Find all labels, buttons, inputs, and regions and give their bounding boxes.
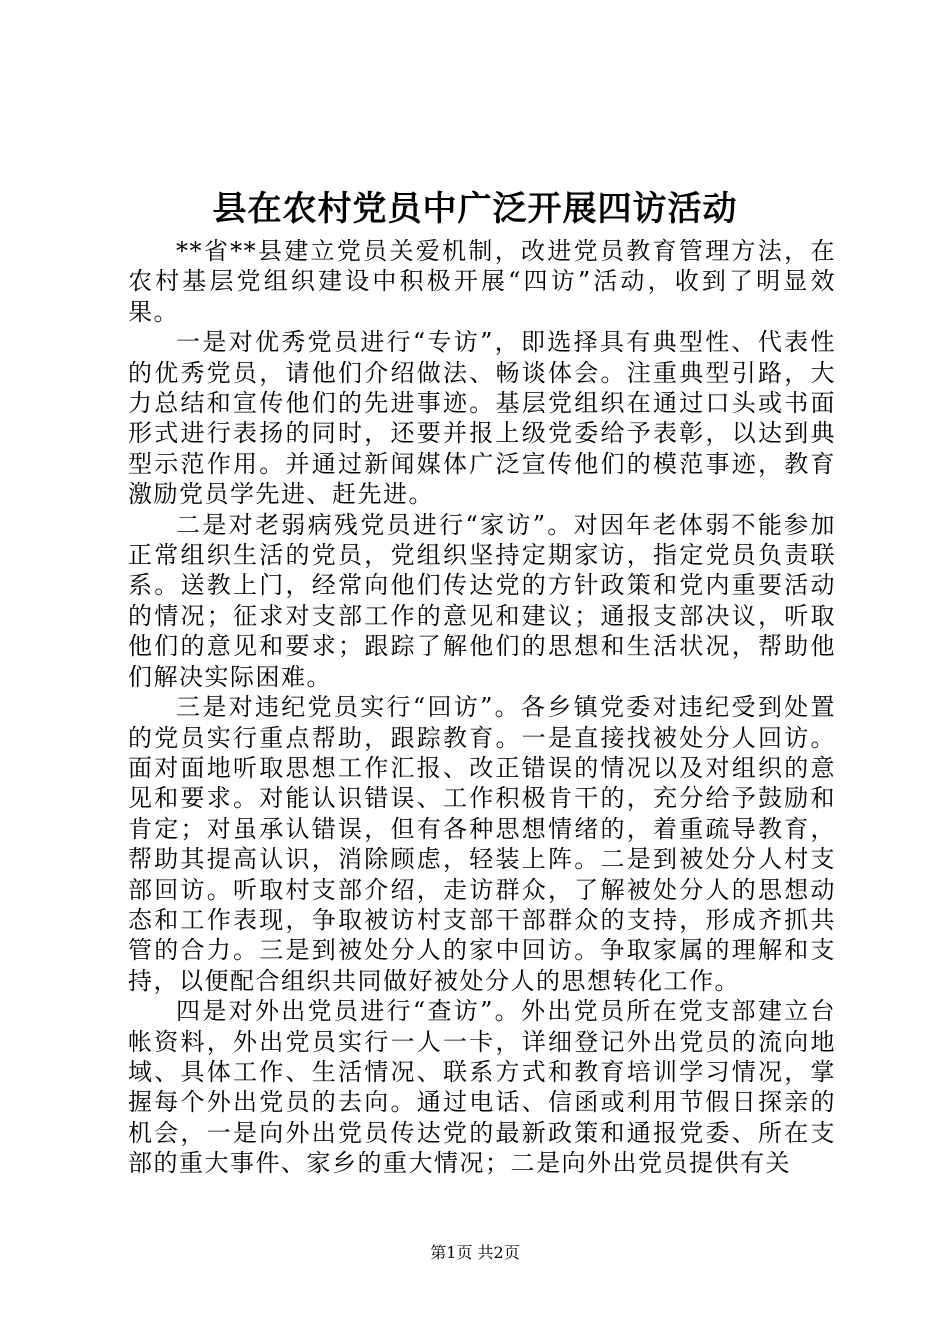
paragraph-inspection-visit: 四是对外出党员进行“查访”。外出党员所在党支部建立台帐资料，外出党员实行一人一卡，详细登记外出党员的流向地域、具体工作、生活情况、联系方式和教育培训学习情况，掌握每个外出党员的去向。通过电话、信函或利用节假日探亲的机会，一是向外出党员传达党的最新政策和通报党委、所在支部的重大事件、家乡的重大情况；二是向外出党员提供有关 [128,997,836,1178]
paragraph-special-visit: 一是对优秀党员进行“专访”，即选择具有典型性、代表性的优秀党员，请他们介绍做法、畅谈体会。注重典型引路，大力总结和宣传他们的先进事迹。基层党组织在通过口头或书面形式进行表扬的同时，还要并报上级党委给予表彰，以达到典型示范作用。并通过新闻媒体广泛宣传他们的模范事迹，教育激励党员学先进、赶先进。 [128,328,836,509]
paragraph-intro: **省**县建立党员关爱机制，改进党员教育管理方法，在农村基层党组织建设中积极开展“四访”活动，收到了明显效果。 [128,237,836,326]
document-body [128,236,836,1179]
page-number-footer: 第1页 共2页 [430,1243,520,1262]
document-title: 县在农村党员中广泛开展四访活动 [212,189,738,229]
paragraph-home-visit: 二是对老弱病残党员进行“家访”。对因年老体弱不能参加正常组织生活的党员，党组织坚持定期家访，指定党员负责联系。送教上门，经常向他们传达党的方针政策和党内重要活动的情况；征求对支部工作的意见和建议；通报支部决议，听取他们的意见和要求；跟踪了解他们的思想和生活状况，帮助他们解决实际困难。 [128,510,836,691]
paragraph-return-visit: 三是对违纪党员实行“回访”。各乡镇党委对违纪受到处置的党员实行重点帮助，跟踪教育。一是直接找被处分人回访。面对面地听取思想工作汇报、改正错误的情况以及对组织的意见和要求。对能认识错误、工作积极肯干的，充分给予鼓励和肯定；对虽承认错误，但有各种思想情绪的，着重疏导教育，帮助其提高认识，消除顾虑，轻装上阵。二是到被处分人村支部回访。听取村支部介绍，走访群众，了解被处分人的思想动态和工作表现，争取被访村支部干部群众的支持，形成齐抓共管的合力。三是到被处分人的家中回访。争取家属的理解和支持，以便配合组织共同做好被处分人的思想转化工作。 [128,693,836,995]
